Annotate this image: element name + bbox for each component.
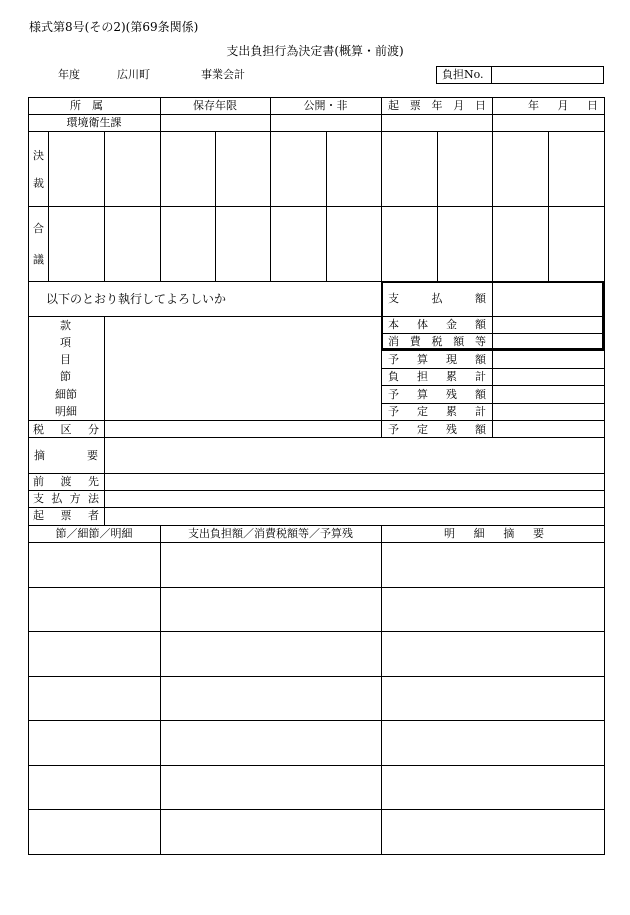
dept-value: 環境衛生課 bbox=[66, 116, 122, 129]
amount-label-burden-total: 負 担 累 計 bbox=[388, 370, 486, 383]
burden-no-label: 負担No. bbox=[442, 68, 484, 81]
details-col-summary: 明 細 摘 要 bbox=[444, 527, 544, 540]
town-name: 広川町 bbox=[117, 68, 150, 81]
amount-label-principal: 本 体 金 額 bbox=[388, 318, 486, 331]
pay-method-label: 支 払 方 法 bbox=[33, 492, 99, 505]
gougi-label-1: 合 bbox=[33, 222, 44, 235]
gougi-label-2: 議 bbox=[33, 253, 44, 266]
kessai-label-2: 裁 bbox=[33, 177, 44, 190]
payment-amount-field[interactable] bbox=[493, 282, 603, 316]
tax-class-label: 税 区 分 bbox=[33, 423, 99, 436]
details-col-section: 節／細節／明細 bbox=[55, 527, 133, 540]
form-title: 支出負担行為決定書(概算・前渡) bbox=[226, 44, 404, 58]
summary-label: 摘 要 bbox=[34, 449, 98, 462]
drafter-field[interactable] bbox=[105, 508, 604, 525]
account-name: 事業会計 bbox=[201, 68, 245, 81]
amount-label-payment: 支 払 額 bbox=[388, 292, 486, 305]
disclosure-field[interactable] bbox=[271, 115, 381, 130]
amount-label-budget-current: 予 算 現 額 bbox=[388, 353, 486, 366]
retention-field[interactable] bbox=[161, 115, 270, 130]
summary-field[interactable] bbox=[105, 438, 604, 473]
amount-label-planned-total: 予 定 累 計 bbox=[388, 405, 486, 418]
form-id: 様式第8号(その2)(第69条関係) bbox=[29, 20, 199, 34]
date-field[interactable] bbox=[493, 115, 604, 130]
budget-item-kan: 款 bbox=[60, 319, 71, 332]
draft-date-field[interactable] bbox=[382, 115, 492, 130]
disclosure-label: 公開・非 bbox=[303, 99, 348, 112]
kessai-label-1: 決 bbox=[33, 149, 44, 162]
amount-label-tax: 消 費 税 額 等 bbox=[388, 335, 486, 348]
budget-item-meisai: 明細 bbox=[55, 405, 77, 418]
draft-date-label: 起 票 年 月 日 bbox=[388, 99, 486, 112]
dept-label: 所 属 bbox=[70, 99, 103, 112]
date-label: 年 月 日 bbox=[528, 99, 598, 112]
amount-label-planned-remaining: 予 定 残 額 bbox=[388, 423, 486, 436]
year-label: 年度 bbox=[58, 68, 80, 81]
statement-text: 以下のとおり執行してよろしいか bbox=[46, 292, 227, 306]
burden-no-field[interactable] bbox=[492, 67, 603, 83]
amount-label-budget-remaining: 予 算 残 額 bbox=[388, 388, 486, 401]
drafter-label: 起 票 者 bbox=[33, 509, 99, 522]
details-col-amount: 支出負担額／消費税額等／予算残 bbox=[188, 527, 353, 540]
advance-to-field[interactable] bbox=[105, 474, 604, 490]
budget-item-moku: 目 bbox=[60, 353, 71, 366]
retention-label: 保存年限 bbox=[193, 99, 237, 112]
advance-to-label: 前 渡 先 bbox=[33, 475, 99, 488]
budget-item-saisetsu: 細節 bbox=[55, 388, 77, 401]
budget-item-setsu: 節 bbox=[60, 370, 71, 383]
pay-method-field[interactable] bbox=[105, 491, 604, 507]
budget-items-field[interactable] bbox=[105, 317, 381, 420]
budget-item-kou: 項 bbox=[60, 336, 71, 349]
